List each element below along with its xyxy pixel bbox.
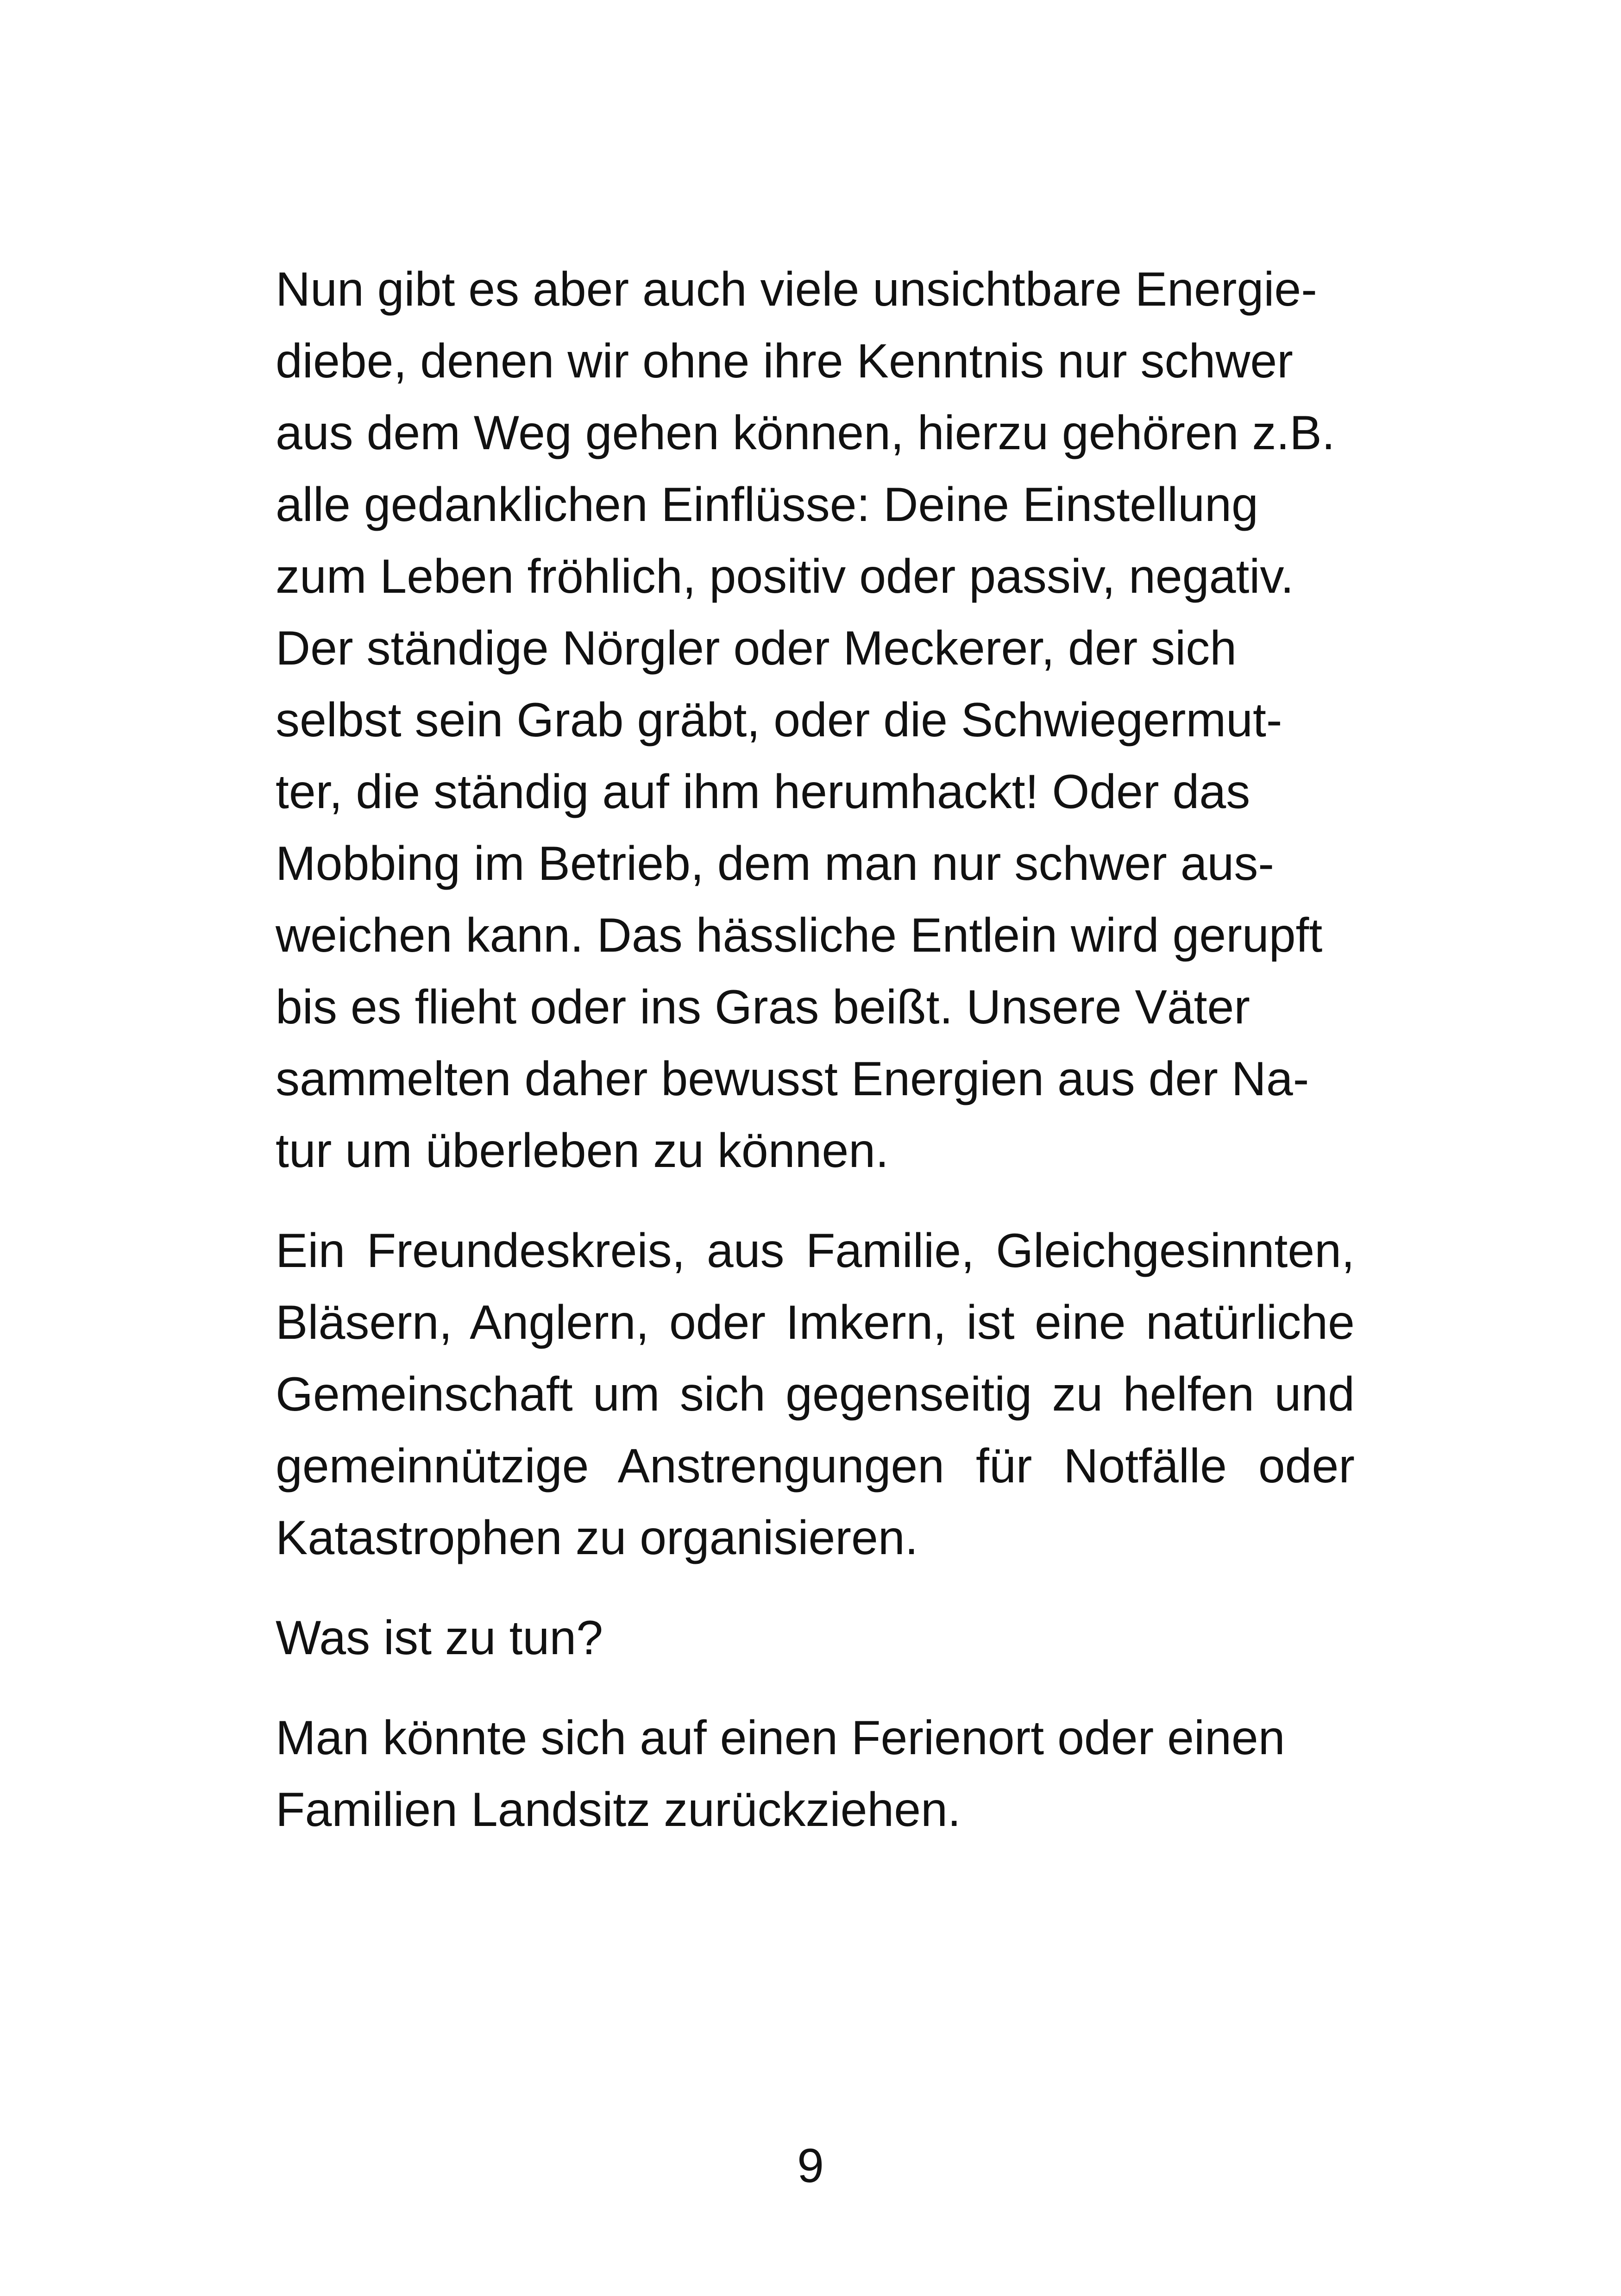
text-line: tur um überleben zu können. (276, 1124, 889, 1178)
text-line: weichen kann. Das hässliche Entlein wird gerupft (276, 909, 1323, 962)
text-line: Katastrophen zu organisieren. (276, 1511, 918, 1565)
paragraph-answer (276, 1702, 1355, 1846)
text-line: diebe, denen wir ohne ihre Kenntnis nur schwer (276, 334, 1293, 388)
text-line: Mobbing im Betrieb, dem man nur schwer aus- (276, 837, 1275, 891)
paragraph-circle-of-friends (276, 1215, 1355, 1574)
text-line: sammelten daher bewusst Energien aus der Na- (276, 1052, 1309, 1106)
page-number: 9 (797, 2139, 824, 2193)
text-line: selbst sein Grab gräbt, oder die Schwiegermut- (276, 693, 1282, 747)
body-text (276, 254, 1355, 1846)
paragraph-energy-thieves (276, 254, 1355, 1187)
text-line: Gemeinschaft um sich gegenseitig zu helfen und (276, 1368, 1355, 1421)
text-line: ter, die ständig auf ihm herumhackt! Oder das (276, 765, 1250, 819)
text-line: Der ständige Nörgler oder Meckerer, der sich (276, 621, 1237, 675)
text-line: bis es flieht oder ins Gras beißt. Unsere Väter (276, 980, 1250, 1034)
text-line: gemeinnützige Anstrengungen für Notfälle oder (276, 1439, 1355, 1493)
text-line: Nun gibt es aber auch viele unsichtbare Energie- (276, 263, 1317, 316)
text-line: alle gedanklichen Einflüsse: Deine Einstellung (276, 478, 1258, 532)
text-line: Was ist zu tun? (276, 1611, 603, 1665)
text-line: Bläsern, Anglern, oder Imkern, ist eine natürliche (276, 1296, 1355, 1349)
text-line: Ein Freundeskreis, aus Familie, Gleichgesinnten, (276, 1224, 1355, 1278)
text-line: zum Leben fröhlich, positiv oder passiv, negativ. (276, 550, 1294, 603)
paragraph-question (276, 1602, 1355, 1674)
text-line: Familien Landsitz zurückziehen. (276, 1783, 961, 1837)
text-line: Man könnte sich auf einen Ferienort oder einen (276, 1711, 1285, 1765)
text-line: aus dem Weg gehen können, hierzu gehören z.B. (276, 406, 1335, 460)
